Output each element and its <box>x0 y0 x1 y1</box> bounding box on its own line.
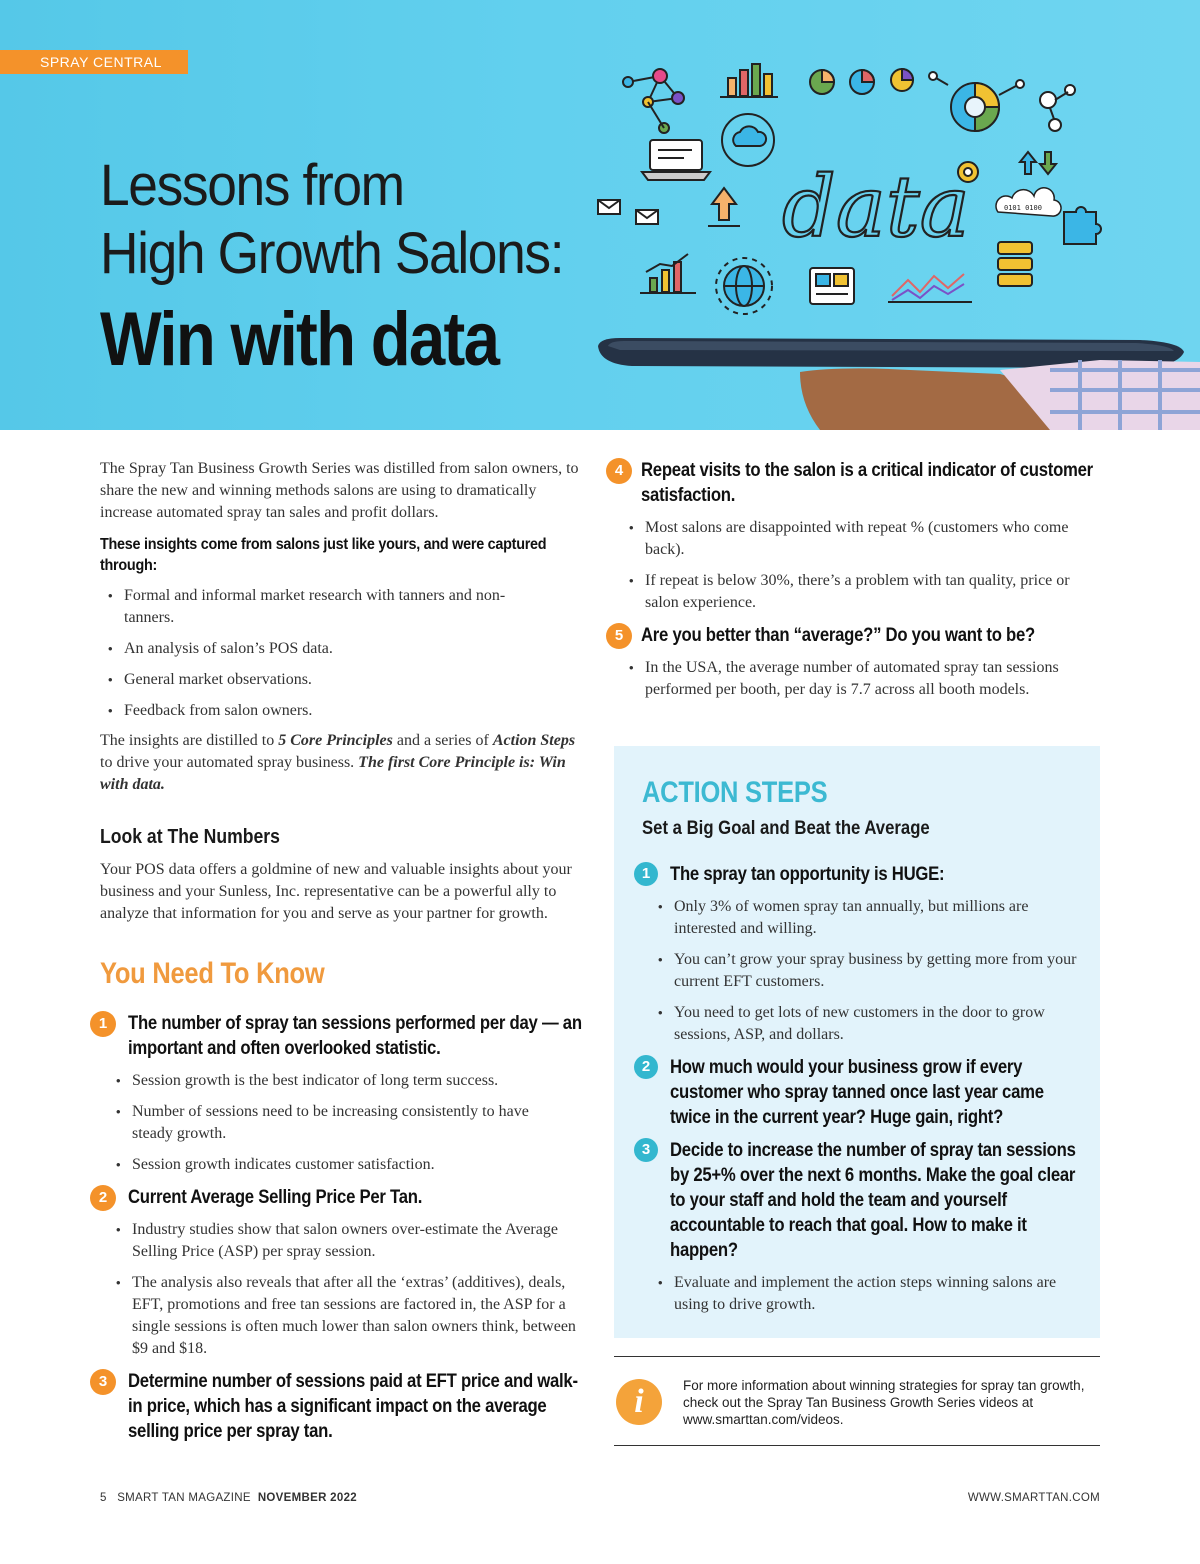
issue-date: NOVEMBER 2022 <box>257 1492 357 1504</box>
list-item: • The analysis also reveals that after all the ‘extras’ (additives), deals, EFT, promotions and free tan sessions are factored in, the ASP for a single sessions is often much lower than salon owners think, between $9 and $18. <box>100 1272 590 1360</box>
know-item-title: Are you better than “average?” Do you want to be? <box>641 625 1035 646</box>
know-item-2-bullets <box>100 1219 590 1360</box>
number-badge: 5 <box>606 623 632 649</box>
donut-chart-icon <box>929 72 1024 131</box>
more-info-box <box>614 1356 1100 1446</box>
page-title: Win with data <box>100 297 499 382</box>
list-item: • You can’t grow your spray business by getting more from your current EFT customers. <box>642 949 1082 993</box>
number-badge: 1 <box>634 862 658 886</box>
know-item-4 <box>606 458 1100 508</box>
core-principles-paragraph: The insights are distilled to 5 Core Principles and a series of Action Steps to drive your automated spray business. The first Core Principle is: Win with data. <box>100 732 576 793</box>
more-info-text: For more information about winning strategies for spray tan growth, check out the Spray Tan Business Growth Series videos at www.smarttan.com/videos. <box>683 1378 1085 1427</box>
numbers-paragraph: Your POS data offers a goldmine of new and valuable insights about your business and your Sunless, Inc. representative can be a powerful ally to analyze that information for you and serve as your partner for growth. <box>100 861 572 922</box>
number-badge: 4 <box>606 458 632 484</box>
list-item: • You need to get lots of new customers in the door to grow sessions, ASP, and dollars. <box>642 1002 1082 1046</box>
action-item-title: The spray tan opportunity is HUGE: <box>670 864 945 885</box>
info-icon: i <box>616 1379 662 1425</box>
know-item-5-bullets <box>606 657 1100 701</box>
globe-icon <box>716 258 772 314</box>
tablet-illustration <box>598 338 1200 430</box>
list-item: • An analysis of salon’s POS data. <box>100 638 590 660</box>
growth-chart-icon <box>640 254 696 293</box>
upload-arrow-icon <box>708 188 740 226</box>
insights-lead: These insights come from salons just like yours, and were captured through: <box>100 536 547 574</box>
know-item-title: Repeat visits to the salon is a critical indicator of customer satisfaction. <box>641 460 1093 506</box>
data-word: data <box>782 158 970 256</box>
know-item-2 <box>100 1185 590 1210</box>
action-steps-content <box>642 776 1082 1325</box>
magazine-name: SMART TAN MAGAZINE <box>117 1492 251 1504</box>
action-item-1 <box>642 862 1082 887</box>
action-item-3-bullets <box>642 1272 1082 1316</box>
know-heading: You Need To Know <box>100 957 325 990</box>
page-number: 5 <box>100 1492 107 1504</box>
list-item: • Most salons are disappointed with repeat % (customers who come back). <box>613 517 1100 561</box>
list-item: • If repeat is below 30%, there’s a problem with tan quality, price or salon experience. <box>613 570 1100 614</box>
bar-chart-icon <box>720 64 778 97</box>
title-line-2: High Growth Salons: <box>100 221 564 286</box>
hero-banner <box>0 0 1200 430</box>
pie-charts-icon <box>810 69 913 94</box>
action-item-title: How much would your business grow if every customer who spray tanned once last year came twice in the current year? Huge gain, right? <box>670 1057 1044 1128</box>
list-item: • Only 3% of women spray tan annually, but millions are interested and willing. <box>642 896 1082 940</box>
know-item-4-bullets <box>606 517 1100 614</box>
number-badge: 1 <box>90 1011 116 1037</box>
puzzle-icon <box>1064 207 1101 244</box>
section-tag: SPRAY CENTRAL <box>0 50 188 74</box>
list-item: • Feedback from salon owners. <box>100 700 590 722</box>
binary-cloud-icon <box>996 188 1061 216</box>
intro-paragraph: The Spray Tan Business Growth Series was distilled from salon owners, to share the new and winning methods salons are using to dramatically increase automated spray tan sales and profit dollars. <box>100 460 579 521</box>
right-column <box>606 458 1100 710</box>
number-badge: 2 <box>90 1185 116 1211</box>
mail-icon <box>598 200 658 224</box>
list-item: • General market observations. <box>100 669 590 691</box>
footer-left <box>100 1492 357 1504</box>
laptop-icon <box>642 140 710 180</box>
line-chart-icon <box>888 274 972 302</box>
list-item: • Evaluate and implement the action steps winning salons are using to drive growth. <box>642 1272 1082 1316</box>
know-item-1-bullets <box>100 1070 590 1176</box>
action-steps-box <box>614 746 1100 1338</box>
insights-list <box>100 585 590 722</box>
data-illustration <box>580 40 1200 430</box>
list-item: • Number of sessions need to be increasing consistently to have steady growth. <box>100 1101 590 1145</box>
know-item-title: Current Average Selling Price Per Tan. <box>128 1187 423 1208</box>
server-icon <box>998 242 1032 286</box>
know-item-1 <box>100 1011 590 1061</box>
gears-icon <box>1040 85 1075 131</box>
cloud-sync-icon <box>722 114 774 166</box>
know-item-3 <box>100 1369 590 1444</box>
action-steps-title: ACTION STEPS <box>642 776 828 809</box>
list-item: • Session growth indicates customer satisfaction. <box>100 1154 590 1176</box>
title-lines <box>100 152 563 288</box>
action-steps-subtitle: Set a Big Goal and Beat the Average <box>642 818 930 839</box>
action-item-1-bullets <box>642 896 1082 1046</box>
action-item-2 <box>642 1055 1082 1130</box>
footer-site: WWW.SMARTTAN.COM <box>967 1492 1100 1504</box>
know-item-title: Determine number of sessions paid at EFT price and walk-in price, which has a significant impact on the average selling price per spray tan. <box>128 1371 578 1442</box>
left-column <box>100 458 590 1444</box>
number-badge: 2 <box>634 1055 658 1079</box>
list-item: • In the USA, the average number of automated spray tan sessions performed per booth, per day is 7.7 across all booth models. <box>613 657 1100 701</box>
action-item-3 <box>642 1138 1082 1263</box>
list-item: • Session growth is the best indicator of long term success. <box>100 1070 590 1092</box>
number-badge: 3 <box>634 1138 658 1162</box>
list-item: • Formal and informal market research with tanners and non-tanners. <box>100 585 590 629</box>
know-item-title: The number of spray tan sessions performed per day — an important and often overlooked statistic. <box>128 1013 582 1059</box>
title-line-1: Lessons from <box>100 153 404 218</box>
page-footer <box>100 1492 1100 1508</box>
action-item-title: Decide to increase the number of spray tan sessions by 25+% over the next 6 months. Make the goal clear to your staff and hold the team and yourself accountable to reach that goal. How to make it happen? <box>670 1140 1076 1261</box>
numbers-heading: Look at The Numbers <box>100 826 280 848</box>
know-item-5 <box>606 623 1100 648</box>
number-badge: 3 <box>90 1369 116 1395</box>
up-down-arrows-icon <box>1020 152 1056 174</box>
dashboard-icon <box>810 268 854 304</box>
network-icon <box>623 69 684 133</box>
list-item: • Industry studies show that salon owners over-estimate the Average Selling Price (ASP) per spray session. <box>100 1219 590 1263</box>
svg-text:0101 0100: 0101 0100 <box>1004 204 1042 212</box>
